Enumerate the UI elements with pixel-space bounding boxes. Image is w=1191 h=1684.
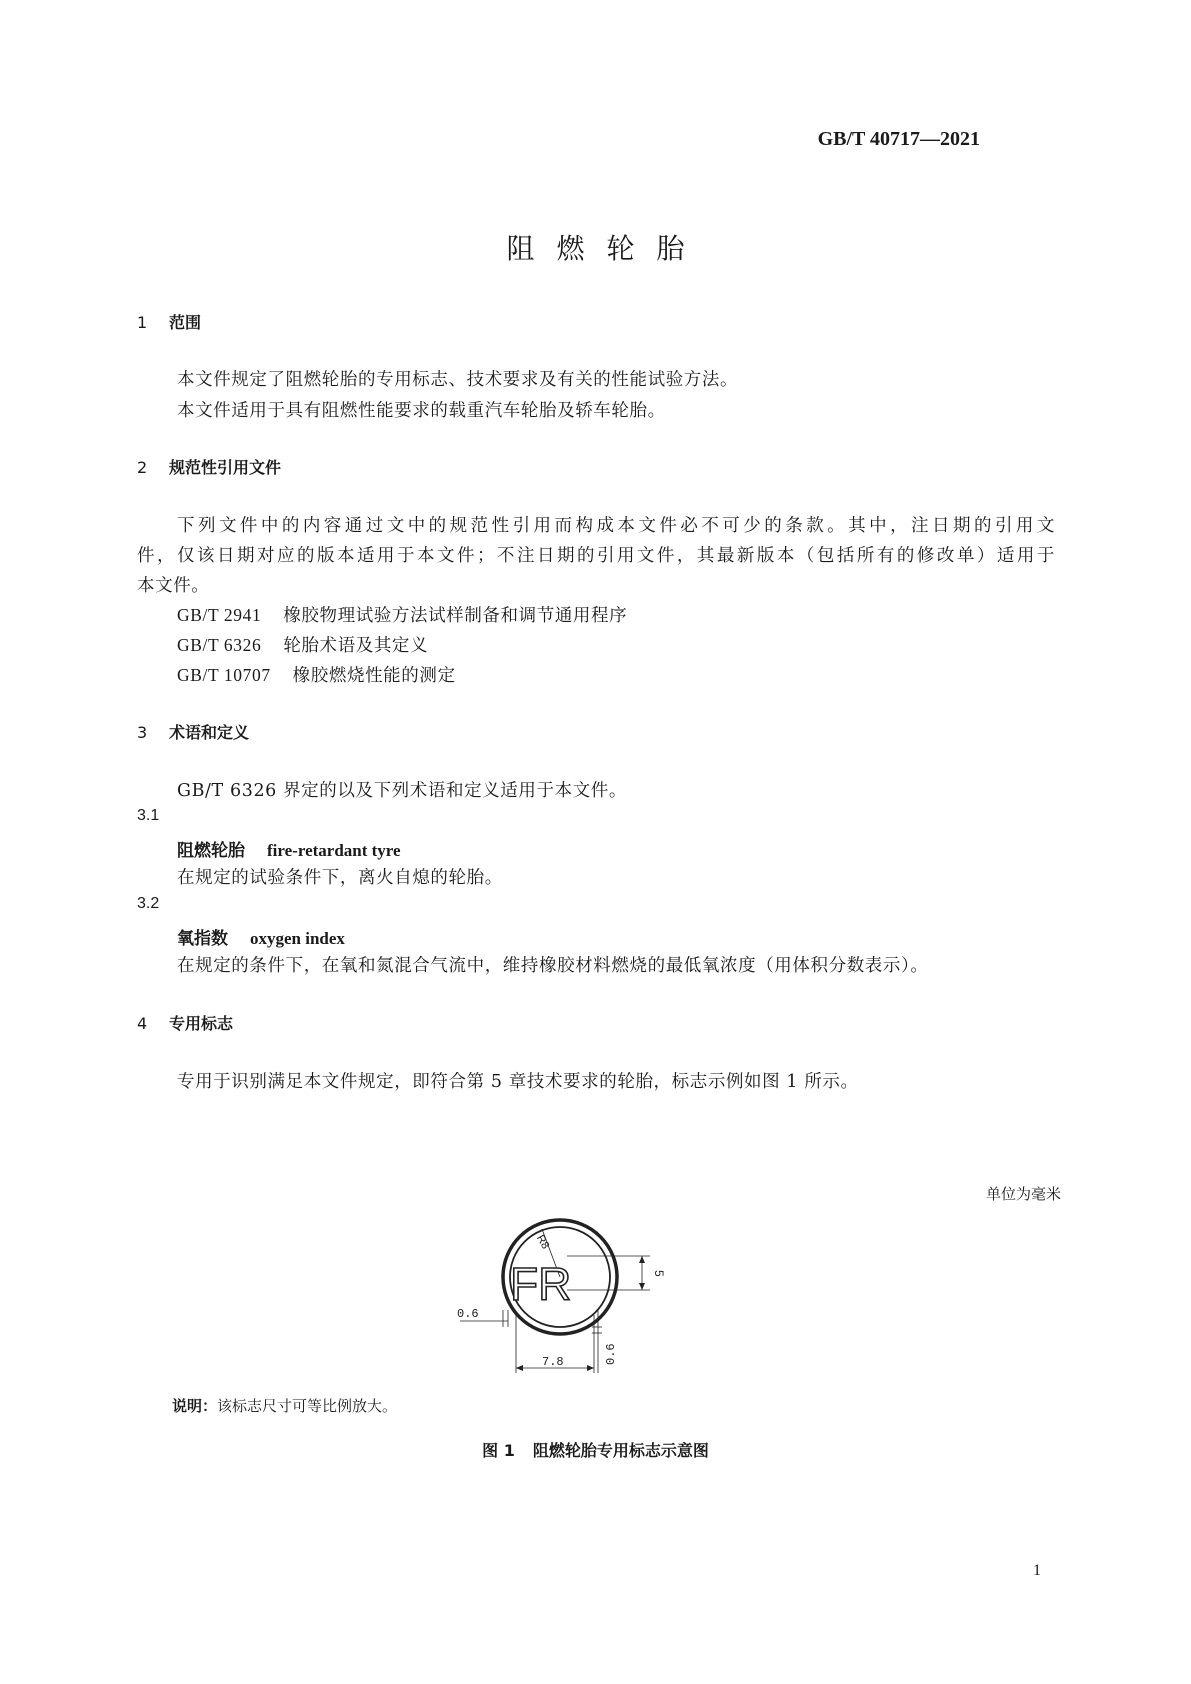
unit-note: 单位为毫米 bbox=[985, 1185, 1061, 1203]
reference-code: GB/T 2941 bbox=[177, 605, 262, 625]
term-heading bbox=[177, 924, 345, 949]
section-title: 专用标志 bbox=[169, 1014, 234, 1033]
dim-radius: R8 bbox=[533, 1233, 552, 1252]
note-text: 该标志尺寸可等比例放大。 bbox=[217, 1397, 398, 1415]
reference-code: GB/T 10707 bbox=[177, 665, 271, 685]
section-title: 规范性引用文件 bbox=[169, 458, 282, 477]
section-number: 1 bbox=[137, 313, 148, 332]
dim-left-gap: 0.6 bbox=[457, 1307, 479, 1321]
reference-title: 橡胶燃烧性能的测定 bbox=[292, 666, 456, 686]
reference-title: 轮胎术语及其定义 bbox=[283, 636, 429, 656]
reference-title: 橡胶物理试验方法试样制备和调节通用程序 bbox=[283, 606, 628, 626]
term-number: 3.2 bbox=[137, 895, 160, 912]
reference-item bbox=[177, 632, 428, 657]
figure-number: 图 1 bbox=[482, 1441, 515, 1460]
section-number: 2 bbox=[137, 458, 148, 477]
paragraph: 专用于识别满足本文件规定，即符合第 5 章技术要求的轮胎，标志示例如图 1 所示。 bbox=[177, 1072, 859, 1092]
figure-note bbox=[172, 1395, 397, 1416]
figure-title: 阻燃轮胎专用标志示意图 bbox=[532, 1441, 709, 1460]
section-4-heading bbox=[137, 1011, 233, 1034]
paragraph-line: 件，仅该日期对应的版本适用于本文件；不注日期的引用文件，其最新版本（包括所有的修改单）适用于 bbox=[137, 546, 1055, 566]
reference-item bbox=[177, 602, 627, 627]
term-en: fire-retardant tyre bbox=[267, 841, 401, 860]
section-number: 4 bbox=[137, 1014, 148, 1033]
standard-number: GB/T 40717—2021 bbox=[817, 128, 980, 150]
figure-caption bbox=[0, 1438, 1191, 1461]
term-heading bbox=[177, 836, 401, 861]
section-title: 范围 bbox=[169, 313, 202, 332]
paragraph: 本文件适用于具有阻燃性能要求的载重汽车轮胎及轿车轮胎。 bbox=[177, 401, 666, 421]
section-1-heading bbox=[137, 310, 201, 333]
document-title: 阻燃轮胎 bbox=[506, 232, 707, 265]
section-2-heading bbox=[137, 455, 281, 478]
term-zh: 阻燃轮胎 bbox=[177, 841, 245, 861]
section-number: 3 bbox=[137, 723, 148, 742]
dim-bottom-gap: 0.6 bbox=[604, 1343, 618, 1365]
term-en: oxygen index bbox=[250, 929, 345, 948]
term-zh: 氧指数 bbox=[177, 929, 228, 949]
term-definition: 在规定的试验条件下，离火自熄的轮胎。 bbox=[177, 868, 503, 888]
term-number: 3.1 bbox=[137, 807, 160, 824]
mark-text: FR bbox=[510, 1258, 572, 1310]
paragraph-line: 下列文件中的内容通过文中的规范性引用而构成本文件必不可少的条款。其中，注日期的引用文 bbox=[177, 516, 1055, 536]
dim-width: 7.8 bbox=[542, 1355, 564, 1369]
note-label: 说明： bbox=[172, 1397, 218, 1415]
paragraph-line: 本文件。 bbox=[137, 576, 210, 596]
paragraph: 本文件规定了阻燃轮胎的专用标志、技术要求及有关的性能试验方法。 bbox=[177, 370, 739, 390]
section-title: 术语和定义 bbox=[169, 723, 250, 742]
reference-item bbox=[177, 662, 456, 687]
page-number: 1 bbox=[1033, 1562, 1041, 1579]
reference-code: GB/T 6326 bbox=[177, 635, 262, 655]
fr-mark-figure bbox=[457, 1215, 720, 1380]
term-definition: 在规定的条件下，在氧和氮混合气流中，维持橡胶材料燃烧的最低氧浓度（用体积分数表示）。 bbox=[177, 956, 929, 976]
paragraph: GB/T 6326 界定的以及下列术语和定义适用于本文件。 bbox=[177, 781, 627, 801]
dim-height: 5 bbox=[652, 1270, 666, 1277]
section-3-heading bbox=[137, 720, 249, 743]
